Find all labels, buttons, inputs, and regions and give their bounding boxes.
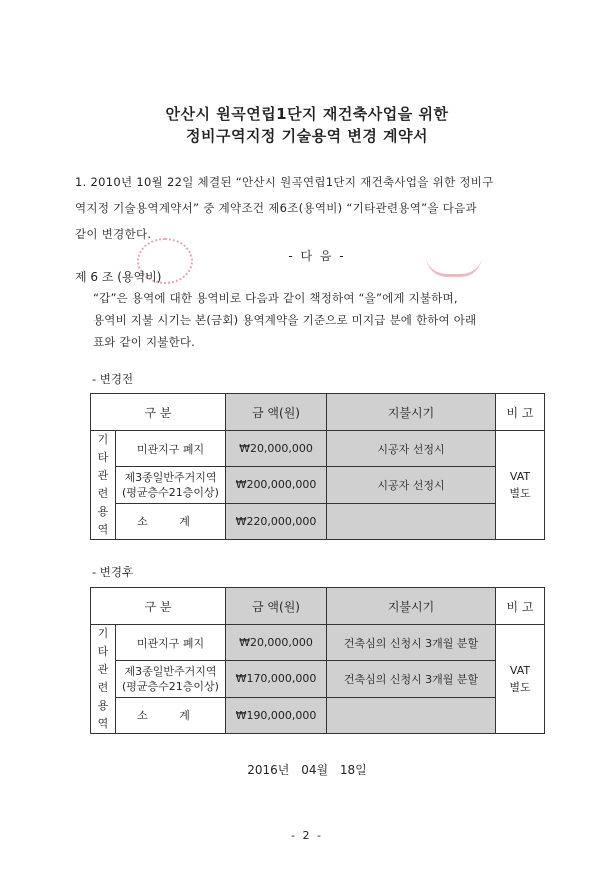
row-amount: ₩20,000,000 — [226, 431, 327, 467]
subtotal-timing-empty — [327, 697, 496, 733]
row-amount: ₩200,000,000 — [226, 467, 327, 503]
category-char: 용 — [97, 699, 109, 712]
header-amount: 금 액(원) — [226, 588, 327, 625]
table-after-label: - 변경후 — [92, 565, 134, 579]
category-vertical-label — [91, 625, 116, 734]
header-gubun: 구 분 — [91, 588, 226, 625]
category-char: 기 — [97, 433, 109, 446]
row-item-line-2: (평균층수21층이상) — [122, 679, 219, 693]
article-body-line-3: 표와 같이 지불한다. — [93, 335, 196, 349]
row-timing: 시공자 선정시 — [327, 431, 496, 467]
category-vertical-label — [91, 431, 116, 540]
row-timing: 시공자 선정시 — [327, 467, 496, 503]
table-row — [91, 467, 545, 503]
page-number: - 2 - — [291, 829, 323, 842]
title-line-2: 정비구역지정 기술용역 변경 계약서 — [185, 127, 429, 145]
subtotal-timing-empty — [327, 503, 496, 539]
header-timing: 지불시기 — [327, 394, 496, 431]
table-header-row — [91, 588, 545, 625]
header-gubun: 구 분 — [91, 394, 226, 431]
article-body-line-2: 용역비 지불 시기는 본(금회) 용역계약을 기준으로 미지급 분에 한하여 아래 — [93, 313, 477, 327]
title-line-1: 안산시 원곡연립1단지 재건축사업을 위한 — [165, 105, 449, 123]
contract-date: 2016년 04월 18일 — [247, 763, 367, 777]
note-cell — [496, 431, 545, 540]
row-item: 미관지구 폐지 — [116, 431, 226, 467]
subtotal-amount: ₩220,000,000 — [226, 503, 327, 539]
subtotal-label: 소 계 — [116, 697, 226, 733]
article-body-line-1: “갑”은 용역에 대한 용역비로 다음과 같이 책정하여 “을”에게 지불하며, — [93, 291, 458, 305]
category-char: 관 — [97, 469, 109, 482]
category-char: 련 — [97, 487, 109, 500]
row-timing: 건축심의 신청시 3개월 분할 — [327, 625, 496, 661]
paragraph-1-line-3: 같이 변경한다. — [75, 227, 152, 241]
paragraph-1-line-1: 1. 2010년 10월 22일 체결된 “안산시 원곡연립1단지 재건축사업을 위한 정비구 — [75, 175, 494, 189]
article-body — [93, 287, 573, 353]
table-total-row — [91, 503, 545, 539]
table-row — [91, 431, 545, 467]
category-char: 용 — [97, 505, 109, 518]
table-row — [91, 661, 545, 697]
row-amount: ₩170,000,000 — [226, 661, 327, 697]
table-header-row — [91, 394, 545, 431]
header-note: 비 고 — [496, 394, 545, 431]
header-note: 비 고 — [496, 588, 545, 625]
subtotal-amount: ₩190,000,000 — [226, 697, 327, 733]
row-item-line-2: (평균층수21층이상) — [122, 485, 219, 499]
row-item: 미관지구 폐지 — [116, 625, 226, 661]
note-vat: VAT — [509, 470, 531, 483]
row-timing: 건축심의 신청시 3개월 분할 — [327, 661, 496, 697]
header-timing: 지불시기 — [327, 588, 496, 625]
category-char: 타 — [97, 451, 109, 464]
row-item-line-1: 제3종일반주거지역 — [124, 664, 217, 678]
paragraph-1 — [75, 169, 555, 247]
category-char: 역 — [97, 523, 109, 536]
category-char: 역 — [97, 717, 109, 730]
row-item — [116, 661, 226, 697]
subtotal-label: 소 계 — [116, 503, 226, 539]
table-total-row — [91, 697, 545, 733]
category-char: 련 — [97, 681, 109, 694]
header-amount: 금 액(원) — [226, 394, 327, 431]
category-char: 관 — [97, 663, 109, 676]
row-amount: ₩20,000,000 — [226, 625, 327, 661]
note-separate: 별도 — [509, 681, 531, 694]
row-item-line-1: 제3종일반주거지역 — [124, 470, 217, 484]
table-after — [90, 587, 545, 734]
section-heading: - 다 음 - — [288, 249, 346, 263]
note-cell — [496, 625, 545, 734]
table-before-label: - 변경전 — [92, 372, 134, 386]
note-vat: VAT — [509, 664, 531, 677]
paragraph-1-line-2: 역지정 기술용역계약서” 중 계약조건 제6조(용역비) “기타관련용역”을 다음과 — [75, 201, 477, 215]
article-title: 제 6 조 (용역비) — [75, 270, 162, 284]
row-item — [116, 467, 226, 503]
category-char: 타 — [97, 645, 109, 658]
note-separate: 별도 — [509, 487, 531, 500]
table-row — [91, 625, 545, 661]
table-before — [90, 393, 545, 540]
category-char: 기 — [97, 627, 109, 640]
